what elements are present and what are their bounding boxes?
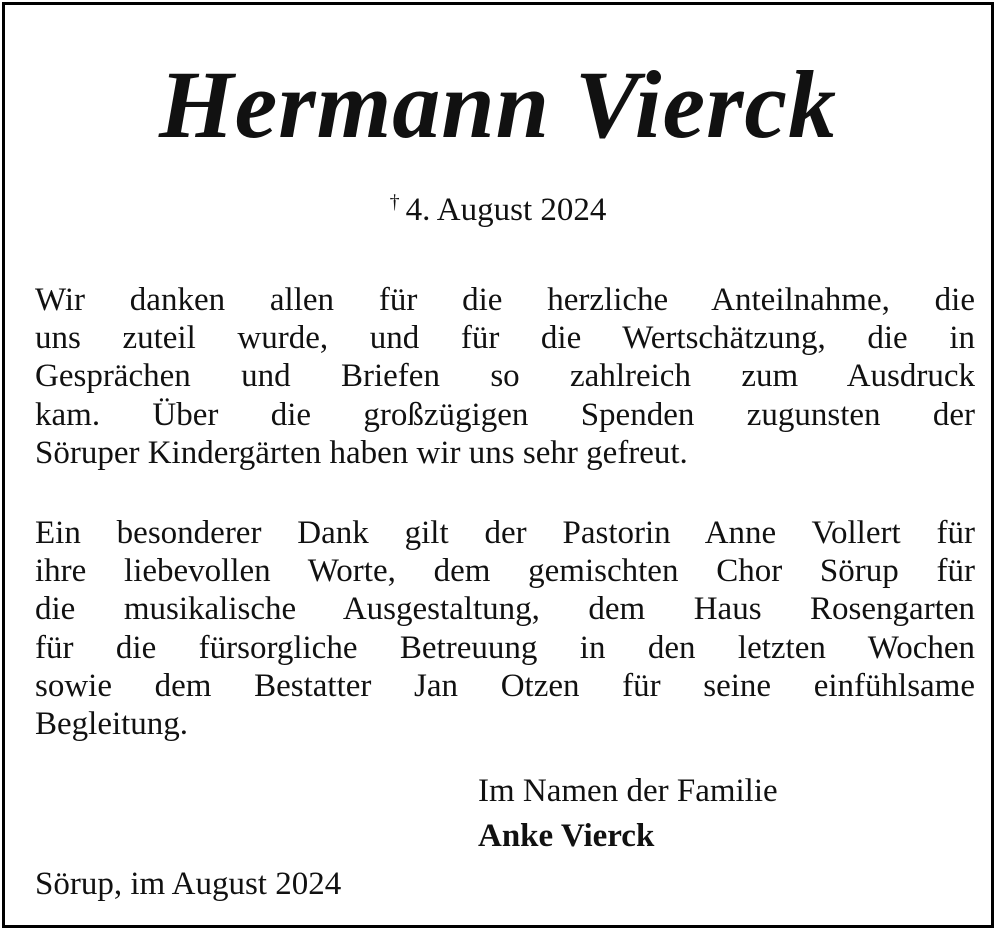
signature-line: Im Namen der Familie [478, 773, 778, 809]
cross-icon: † [389, 191, 400, 213]
text-line: kam. Über die großzügigen Spenden zugunsten der [35, 396, 975, 433]
deceased-name: Hermann Vierck [158, 51, 838, 158]
text-line: Wir danken allen für die herzliche Anteilnahme, die [35, 282, 975, 318]
text-line: uns zuteil wurde, und für die Wertschätzung, die in [35, 320, 975, 357]
death-date: 4. August 2024 [405, 192, 607, 228]
text-line: sowie dem Bestatter Jan Otzen für seine einfühlsame [35, 667, 975, 704]
place-and-date: Sörup, im August 2024 [35, 866, 342, 902]
death-date-line [5, 190, 991, 231]
text-line: Ein besonderer Dank gilt der Pastorin Anne Vollert für [35, 515, 975, 551]
thanks-paragraph [35, 281, 975, 472]
text-line: Söruper Kindergärten haben wir uns sehr gefreut. [35, 434, 688, 471]
text-line: Gesprächen und Briefen so zahlreich zum Ausdruck [35, 358, 975, 395]
text-line: für die fürsorgliche Betreuung in den letzten Wochen [35, 629, 975, 666]
text-line: Begleitung. [35, 706, 189, 743]
obituary-notice [2, 2, 994, 928]
text-line: ihre liebevollen Worte, dem gemischten Chor Sörup für [35, 553, 975, 590]
special-thanks-paragraph [35, 514, 975, 743]
signature-name: Anke Vierck [478, 818, 655, 854]
text-line: die musikalische Ausgestaltung, dem Haus Rosengarten [35, 591, 975, 628]
